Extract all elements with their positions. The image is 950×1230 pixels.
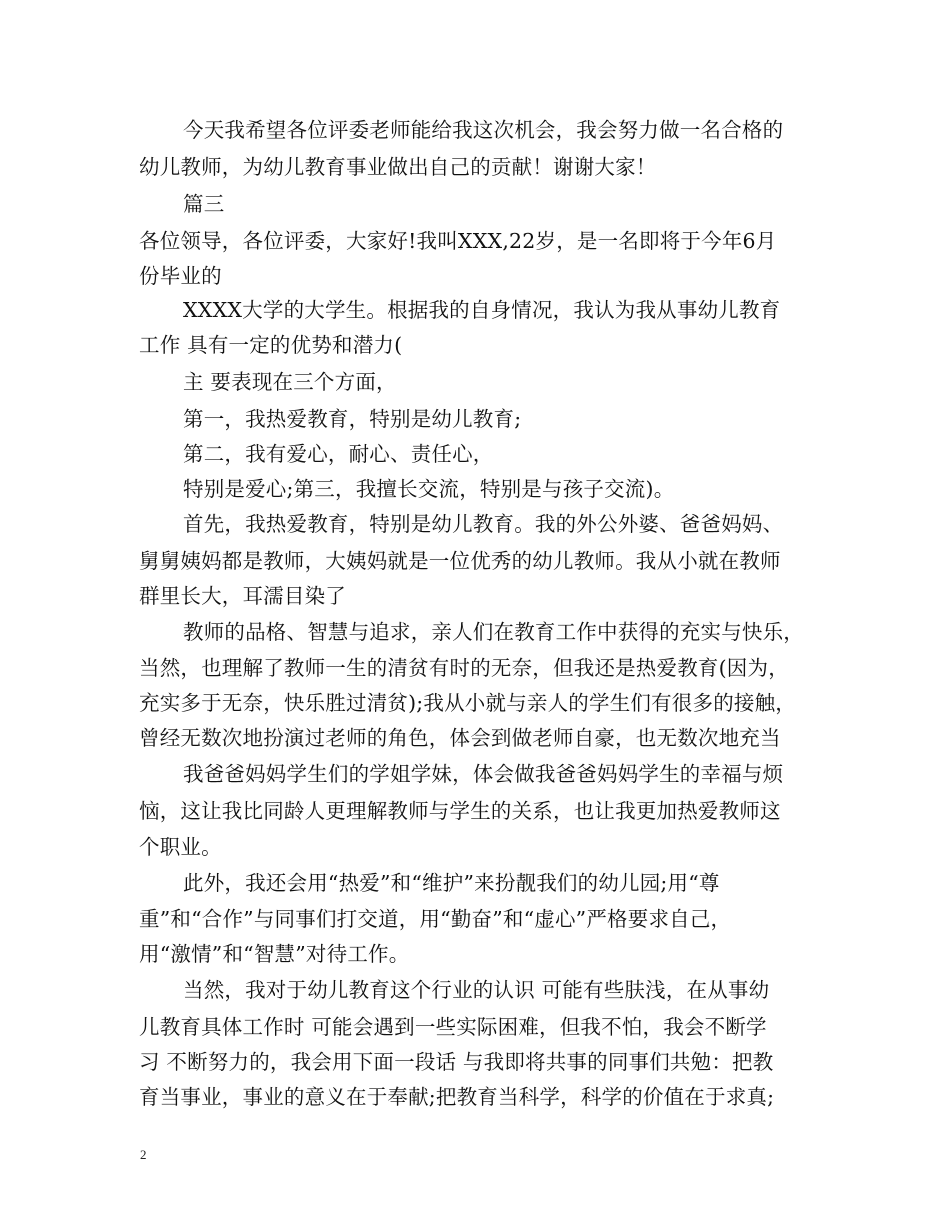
text-line: 今天我希望各位评委老师能给我这次机会，我会努力做一名合格的 xyxy=(183,118,784,142)
text-line: 曾经无数次地扮演过老师的角色，体会到做老师自豪，也无数次地充当 xyxy=(139,726,781,750)
text-line: 特别是爱心;第三，我擅长交流，特别是与孩子交流)。 xyxy=(183,477,675,501)
text-line: 用“激情”和“智慧”对待工作。 xyxy=(139,942,410,966)
text-line: 群里长大，耳濡目染了 xyxy=(139,584,346,608)
text-line: 习 不断努力的，我会用下面一段话 与我即将共事的同事们共勉：把教 xyxy=(139,1050,774,1074)
section-heading: 篇三 xyxy=(183,192,225,216)
text-line: 重”和“合作”与同事们打交道，用“勤奋”和“虚心”严格要求自己， xyxy=(139,907,732,931)
text-line: 当然，我对于幼儿教育这个行业的认识 可能有些肤浅，在从事幼 xyxy=(183,978,770,1002)
text-line: 充实多于无奈，快乐胜过清贫);我从小就与亲人的学生们有很多的接触， xyxy=(139,691,797,715)
text-line: 当然，也理解了教师一生的清贫有时的无奈，但我还是热爱教育(因为， xyxy=(139,656,789,680)
text-line: 份毕业的 xyxy=(139,264,222,288)
text-line: 个职业。 xyxy=(139,835,222,859)
text-line: 各位领导，各位评委，大家好!我叫XXX,22岁，是一名即将于今年6月 xyxy=(139,229,777,253)
text-line: 舅舅姨妈都是教师，大姨妈就是一位优秀的幼儿教师。我从小就在教师 xyxy=(139,549,781,573)
text-line: 第一，我热爱教育，特别是幼儿教育; xyxy=(183,407,522,431)
text-line: 工作 具有一定的优势和潜力( xyxy=(139,333,403,357)
page-number: 2 xyxy=(140,1147,147,1162)
text-line: XXXX大学的大学生。根据我的自身情况，我认为我从事幼儿教育 xyxy=(183,298,781,322)
text-line: 我爸爸妈妈学生们的学姐学妹，体会做我爸爸妈妈学生的幸福与烦 xyxy=(183,762,784,786)
text-line: 主 要表现在三个方面， xyxy=(183,370,397,394)
text-line: 儿教育具体工作时 可能会遇到一些实际困难，但我不怕，我会不断学 xyxy=(139,1015,767,1039)
text-line: 幼儿教师，为幼儿教育事业做出自己的贡献！谢谢大家！ xyxy=(139,155,657,179)
text-line: 第二，我有爱心，耐心、责任心， xyxy=(183,442,494,466)
text-line: 此外，我还会用“热爱”和“维护”来扮靓我们的幼儿园;用“尊 xyxy=(183,871,720,895)
text-line: 育当事业，事业的意义在于奉献;把教育当科学，科学的价值在于求真; xyxy=(139,1085,775,1109)
text-line: 教师的品格、智慧与追求，亲人们在教育工作中获得的充实与快乐， xyxy=(183,620,804,644)
text-line: 恼，这让我比同龄人更理解教师与学生的关系，也让我更加热爱教师这 xyxy=(139,799,781,823)
text-line: 首先，我热爱教育，特别是幼儿教育。我的外公外婆、爸爸妈妈、 xyxy=(183,512,784,536)
